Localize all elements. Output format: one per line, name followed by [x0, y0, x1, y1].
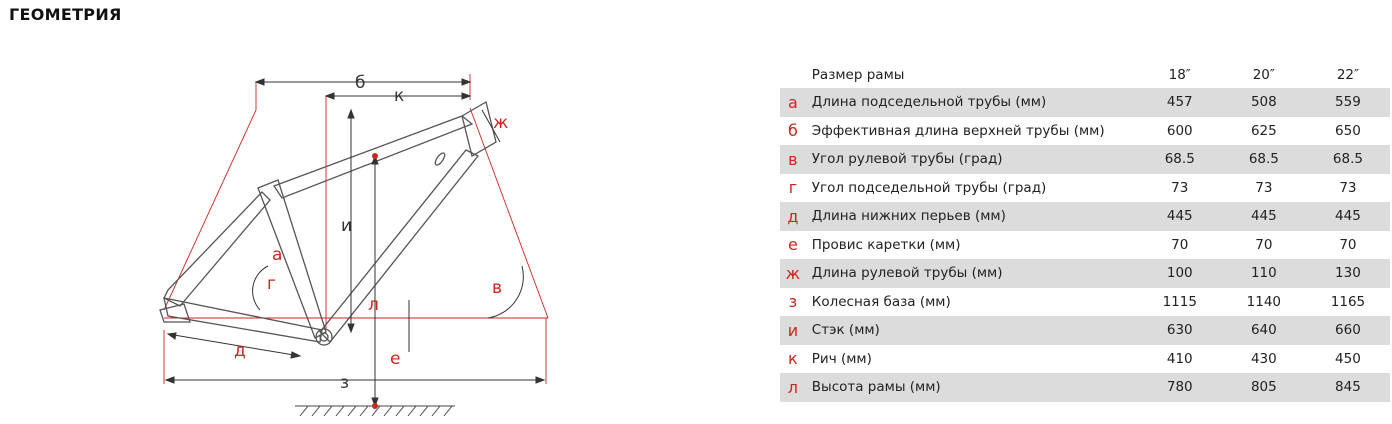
- table-row: [780, 88, 1390, 117]
- row-value-18: 410: [1166, 350, 1193, 367]
- row-param: Угол рулевой трубы (град): [806, 145, 1138, 174]
- table-row: [780, 145, 1390, 174]
- table-row: [780, 316, 1390, 345]
- row-param: Угол подседельной трубы (град): [811, 179, 1047, 196]
- label-z: з: [340, 373, 350, 393]
- label-v: в: [492, 278, 503, 298]
- row-value-20: 70: [1255, 236, 1273, 253]
- table-row: [780, 117, 1390, 146]
- row-value-18: 445: [1138, 202, 1222, 231]
- row-letter: л: [780, 373, 806, 402]
- table-row: [780, 231, 1390, 260]
- row-value-20: 640: [1222, 316, 1306, 345]
- label-d: д: [234, 341, 246, 361]
- row-value-18: 70: [1171, 236, 1189, 253]
- row-param: Длина подседельной трубы (мм): [806, 88, 1138, 117]
- row-value-22: 130: [1306, 259, 1390, 288]
- stack-point: [372, 153, 378, 159]
- row-letter: ж: [780, 259, 806, 288]
- bike-frame: [160, 102, 496, 345]
- row-letter: е: [787, 235, 798, 255]
- table-row: [780, 174, 1390, 203]
- row-value-22: 650: [1335, 122, 1361, 139]
- label-g: г: [267, 274, 276, 294]
- row-value-20: 445: [1222, 202, 1306, 231]
- label-e: е: [390, 349, 401, 369]
- row-value-22: 73: [1339, 179, 1357, 196]
- row-param: Длина нижних перьев (мм): [806, 202, 1138, 231]
- row-value-22: 445: [1306, 202, 1390, 231]
- table-row: [780, 373, 1390, 402]
- row-value-20: 805: [1222, 373, 1306, 402]
- label-zh: ж: [493, 113, 509, 133]
- row-value-18: 68.5: [1138, 145, 1222, 174]
- row-value-22: 70: [1339, 236, 1357, 253]
- row-letter: а: [780, 88, 806, 117]
- row-param: Рич (мм): [811, 350, 872, 367]
- row-value-18: 73: [1171, 179, 1189, 196]
- row-value-22: 845: [1306, 373, 1390, 402]
- table-row: [780, 202, 1390, 231]
- row-value-18: 600: [1166, 122, 1193, 139]
- row-value-18: 630: [1138, 316, 1222, 345]
- geometry-table: [780, 62, 1390, 402]
- row-letter: в: [780, 145, 806, 174]
- label-l: л: [368, 295, 379, 315]
- row-value-20: 625: [1250, 122, 1277, 139]
- page-title: ГЕОМЕТРИЯ: [9, 5, 122, 24]
- row-value-18: 100: [1138, 259, 1222, 288]
- row-value-20: 508: [1222, 88, 1306, 117]
- header-size-20: 20″: [1252, 67, 1275, 83]
- row-value-18: 457: [1138, 88, 1222, 117]
- row-value-18: 1115: [1162, 293, 1197, 310]
- row-letter: з: [788, 292, 798, 312]
- row-letter: г: [788, 178, 798, 198]
- row-value-18: 780: [1138, 373, 1222, 402]
- row-param: Колесная база (мм): [811, 293, 951, 310]
- dimension-lines: [166, 79, 544, 406]
- row-param: Стэк (мм): [806, 316, 1138, 345]
- header-size-18: 18″: [1168, 67, 1191, 83]
- table-row: [780, 259, 1390, 288]
- row-value-22: 660: [1306, 316, 1390, 345]
- frame-geometry-diagram: [150, 60, 560, 420]
- table-header-row: [780, 62, 1390, 88]
- row-param: Эффективная длина верхней трубы (мм): [811, 122, 1105, 139]
- row-value-22: 1165: [1330, 293, 1366, 310]
- row-value-20: 73: [1255, 179, 1273, 196]
- label-a: а: [272, 245, 283, 265]
- seat-angle-arc: [253, 266, 268, 310]
- table-row: [780, 288, 1390, 317]
- row-value-20: 1140: [1246, 293, 1282, 310]
- row-value-20: 110: [1222, 259, 1306, 288]
- row-letter: б: [787, 121, 798, 141]
- row-value-22: 68.5: [1306, 145, 1390, 174]
- header-size-22: 22″: [1336, 67, 1360, 83]
- header-frame-size: Размер рамы: [811, 67, 905, 83]
- row-param: Провис каретки (мм): [811, 236, 961, 253]
- row-param: Высота рамы (мм): [806, 373, 1138, 402]
- frame-svg: [150, 60, 560, 420]
- row-value-22: 559: [1306, 88, 1390, 117]
- label-b: б: [355, 73, 366, 93]
- row-value-20: 430: [1250, 350, 1277, 367]
- ground-point: [372, 403, 378, 409]
- row-letter: к: [788, 349, 798, 369]
- row-value-20: 68.5: [1222, 145, 1306, 174]
- row-value-22: 450: [1335, 350, 1361, 367]
- row-param: Длина рулевой трубы (мм): [806, 259, 1138, 288]
- row-letter: и: [780, 316, 806, 345]
- label-i: и: [341, 216, 353, 236]
- label-k: к: [394, 86, 405, 106]
- table-row: [780, 345, 1390, 374]
- row-letter: д: [780, 202, 806, 231]
